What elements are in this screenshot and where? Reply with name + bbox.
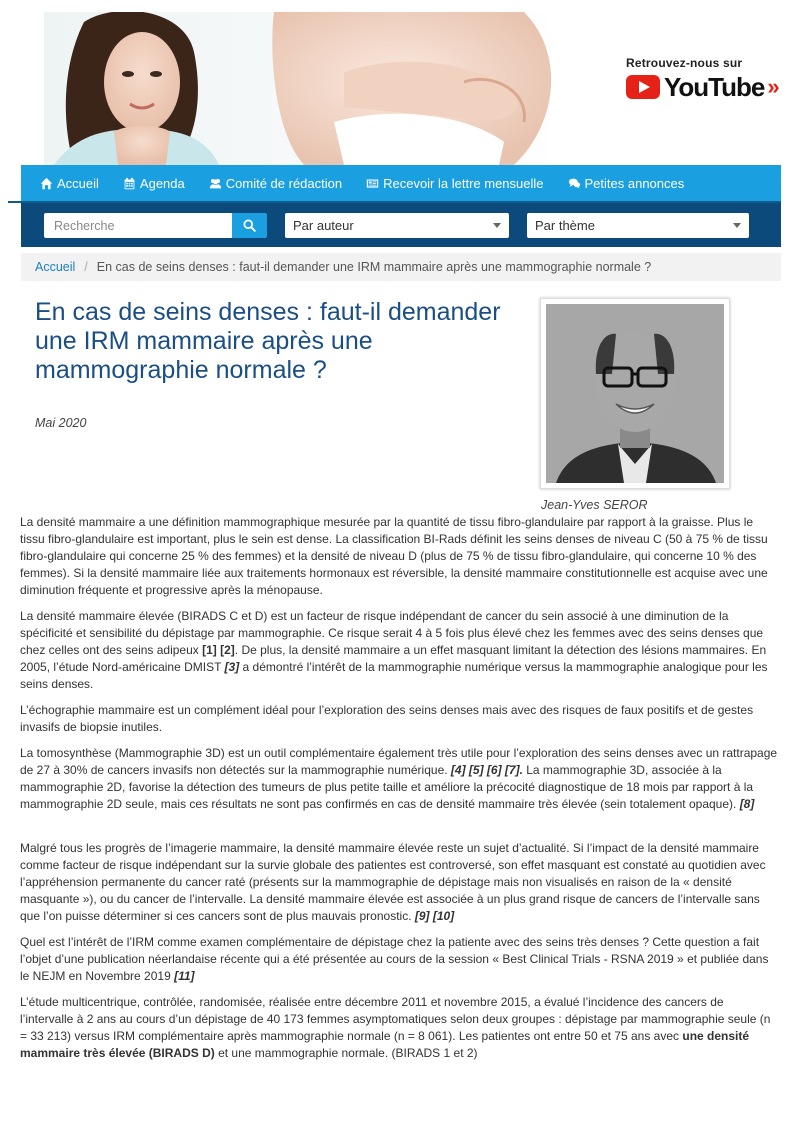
- nav-item-label: Recevoir la lettre mensuelle: [383, 176, 544, 191]
- breadcrumb-separator: /: [84, 260, 88, 274]
- search-icon: [243, 219, 256, 232]
- reference-link[interactable]: [11]: [174, 969, 195, 983]
- breadcrumb: [21, 253, 781, 281]
- nav-item-label: Petites annonces: [584, 176, 685, 191]
- text-span: et une mammographie normale. (BIRADS 1 et 2): [214, 1046, 478, 1060]
- nav-item-newsletter[interactable]: [366, 176, 543, 191]
- reference-link[interactable]: [8]: [739, 797, 755, 811]
- author-select-value: Par auteur: [293, 218, 354, 233]
- youtube-play-icon: [626, 75, 660, 99]
- newsletter-icon: [366, 177, 379, 190]
- reference-link[interactable]: [9] [10]: [414, 909, 455, 923]
- theme-select[interactable]: [527, 213, 749, 238]
- main-nav: [21, 165, 781, 202]
- caret-down-icon: [493, 223, 501, 228]
- nav-item-comite[interactable]: [209, 176, 342, 191]
- text-span: Quel est l’intérêt de l’IRM comme examen complémentaire de dépistage chez la patiente avec des seins très denses ? Cette question a fait l’objet d’une publication néerlandaise récente qui a été présentée au cours de la session « Best Clinical Trials - RSNA 2019 » et publiée dans le NEJM en Novembre 2019: [20, 935, 769, 983]
- search-input[interactable]: [44, 213, 232, 238]
- nav-item-label: Agenda: [139, 176, 185, 191]
- paragraph-1: La densité mammaire a une définition mammographique mesurée par la quantité de tissu fibro-glandulaire par rapport à la graisse. Plus le tissu fibro-glandulaire est important, plus le sein est dense. La classification BI-Rads définit les seins denses de niveau C (50 à 75 % de tissu fibro-glandulaire qui concerne 25 % des femmes) et la densité de niveau D (plus de 75 % de tissu fibro-glandulaire, qui concerne 10 % des femmes). Si la densité mammaire liée aux traitements hormonaux est réversible, la densité mammaire constitutionnelle est acquise avec une diminution fréquente et progressive après la ménopause.: [20, 515, 768, 597]
- youtube-wordmark: YouTube: [664, 72, 765, 102]
- nav-item-agenda[interactable]: [123, 176, 185, 191]
- reference-link[interactable]: [3]: [224, 660, 240, 674]
- youtube-promo-label: Retrouvez-nous sur: [626, 56, 743, 70]
- nav-item-label: Comité de rédaction: [225, 176, 343, 191]
- breadcrumb-current: En cas de seins denses : faut-il demander une IRM mammaire après une mammographie normale ?: [96, 260, 652, 274]
- search-bar: [21, 203, 781, 247]
- text-span: a démontré l’intérêt de la mammographie numérique versus la mammographie analogique pour les seins denses.: [20, 660, 768, 691]
- paragraph-4: [20, 745, 780, 813]
- text-span: La densité mammaire élevée (BIRADS C et D) est un facteur de risque indépendant de cancer du sein associé à une diminution de la spécificité et sensibilité du dépistage par mammographie. Ce risque serait 4 à 5 fois plus élevé chez les femmes avec des seins denses que chez celles ont des seins adipeux: [20, 609, 764, 657]
- article-date: Mai 2020: [35, 416, 87, 430]
- paragraph-2: [20, 608, 780, 693]
- emphasis-text: une densité mammaire très élevée (BIRADS D): [20, 1029, 750, 1060]
- breadcrumb-home-link[interactable]: Accueil: [35, 260, 76, 274]
- author-photo: [540, 298, 730, 489]
- spacer: [20, 822, 780, 840]
- page-title: En cas de seins denses : faut-il demander une IRM mammaire après une mammographie normale ?: [35, 298, 501, 384]
- users-icon: [209, 177, 222, 190]
- search-button[interactable]: [232, 213, 267, 238]
- text-span: La mammographie 3D, associée à la mammographie 2D, favorise la détection des tumeurs de plus petite taille et améliore la précocité diagnostique de 18 mois par rapport à la mammographie 2D seule, mais ces résultats ne sont pas confirmés en cas de densité mammaire très élevée (sein totalement opaque).: [20, 763, 754, 811]
- text-span: Malgré tous les progrès de l’imagerie mammaire, la densité mammaire élevée reste un sujet d’actualité. Si l’impact de la densité mammaire comme facteur de risque indépendant sur la survie globale des patientes est controversé, son effet masquant est constaté au quotidien avec l’appréhension permanente du cancer raté (présents sur la mammographie de dépistage mais non visualisés en raison de la « densité masquante »), ou du cancer de l’intervalle. La densité mammaire élevée est associée à un plus grand risque de cancers de l’intervalle sans que l’on puisse déterminer si ces cancers sont de plus mauvais pronostic.: [20, 841, 766, 923]
- nav-item-label: Accueil: [57, 176, 99, 191]
- nav-item-accueil[interactable]: [40, 176, 99, 191]
- article-body: [20, 514, 780, 1071]
- chevrons-right-icon: »: [767, 74, 780, 99]
- text-span: L’étude multicentrique, contrôlée, randomisée, réalisée entre décembre 2011 et novembre 2015, a évalué l’incidence des cancers de l’intervalle à 2 ans au cours d’un dépistage de 40 173 femmes asymptomatiques selon deux groupes : dépistage par mammographie seule (n = 33 213) versus IRM complémentaire après mammographie normale (n = 8 061). Les patientes ont entre 50 et 75 ans avec: [20, 995, 771, 1043]
- author-select[interactable]: [285, 213, 509, 238]
- home-icon: [40, 177, 53, 190]
- youtube-promo[interactable]: [626, 56, 786, 102]
- text-span: La tomosynthèse (Mammographie 3D) est un outil complémentaire également très utile pour l’exploration des seins denses avec un rattrapage de 27 à 30% de cancers invasifs non détectés sur la mammographie numérique.: [20, 746, 778, 777]
- theme-select-value: Par thème: [535, 218, 595, 233]
- paragraph-7: [20, 994, 780, 1062]
- paragraph-3: L’échographie mammaire est un complément idéal pour l’exploration des seins denses mais avec des risques de faux positifs et de gestes invasifs de biopsie inutiles.: [20, 703, 754, 734]
- paragraph-6: [20, 934, 780, 985]
- paragraph-5: [20, 840, 780, 925]
- reference-link[interactable]: [4] [5] [6] [7].: [450, 763, 523, 777]
- banner-photo: [44, 12, 565, 165]
- header-banner: [0, 0, 794, 165]
- author-name: Jean-Yves SEROR: [541, 498, 648, 512]
- author-portrait-image: [546, 304, 724, 483]
- reference-link[interactable]: [1] [2]: [202, 643, 235, 657]
- caret-down-icon: [733, 223, 741, 228]
- text-span: . De plus, la densité mammaire a un effet masquant limitant la détection des lésions mammaires. En 2005, l’étude Nord-américaine DMIST: [20, 643, 767, 674]
- nav-item-annonces[interactable]: [568, 176, 685, 191]
- chat-icon: [568, 177, 581, 190]
- calendar-icon: [123, 177, 136, 190]
